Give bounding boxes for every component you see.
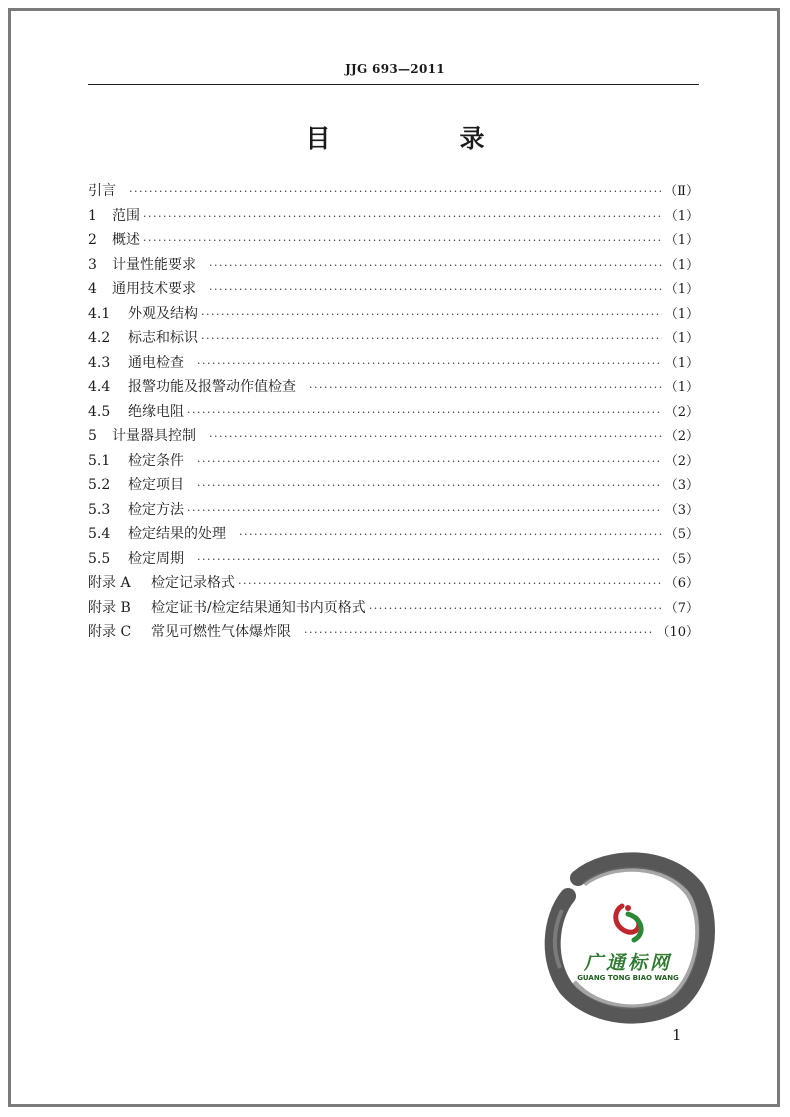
toc-leader-dots [304, 626, 653, 639]
toc-number: 2 [88, 232, 97, 248]
toc-entry[interactable] [88, 278, 699, 303]
toc-number: 4.4 [88, 379, 111, 395]
toc-entry[interactable] [88, 572, 699, 597]
toc-page: （7） [664, 600, 699, 616]
table-of-contents [88, 180, 699, 646]
toc-page: （1） [664, 208, 699, 224]
toc-label: 检定证书/检定结果通知书内页格式 [151, 599, 366, 616]
toc-leader-dots [369, 602, 662, 615]
toc-entry[interactable] [88, 597, 699, 622]
toc-leader-dots [201, 332, 662, 345]
toc-entry[interactable] [88, 254, 699, 279]
toc-page: （1） [664, 331, 699, 346]
toc-number: 3 [88, 256, 97, 273]
toc-number: 附录 B [88, 599, 131, 616]
toc-entry[interactable] [88, 327, 699, 352]
toc-label: 常见可燃性气体爆炸限 [151, 624, 291, 640]
toc-label: 计量器具控制 [112, 428, 196, 444]
toc-leader-dots [187, 406, 662, 419]
toc-label: 标志和标识 [128, 330, 198, 346]
toc-number: 4.2 [88, 330, 111, 346]
toc-label: 引言 [88, 183, 116, 199]
toc-number: 4.5 [88, 403, 111, 420]
toc-leader-dots [197, 553, 662, 566]
toc-label: 计量性能要求 [112, 256, 196, 273]
toc-entry[interactable] [88, 303, 699, 328]
toc-number: 4.1 [88, 305, 111, 322]
toc-page: （1） [664, 306, 699, 322]
toc-page: （2） [664, 453, 699, 469]
toc-label: 检定周期 [128, 550, 184, 567]
toc-page: （Ⅱ） [664, 184, 699, 199]
toc-leader-dots [238, 577, 662, 590]
toc-leader-dots [197, 357, 662, 370]
toc-label: 检定记录格式 [151, 575, 235, 591]
toc-entry[interactable] [88, 205, 699, 230]
toc-leader-dots [209, 283, 662, 296]
toc-leader-dots [197, 455, 662, 468]
toc-page: （5） [664, 551, 699, 567]
toc-number: 4.3 [88, 354, 111, 371]
toc-leader-dots [201, 308, 662, 321]
toc-label: 绝缘电阻 [128, 403, 184, 420]
toc-label: 检定方法 [128, 501, 184, 518]
toc-page: （1） [664, 355, 699, 371]
header-rule [88, 84, 699, 85]
toc-label: 范围 [112, 207, 140, 224]
toc-number: 5.2 [88, 477, 111, 493]
toc-entry[interactable] [88, 474, 699, 499]
toc-page: （1） [664, 257, 699, 273]
toc-label: 通电检查 [128, 354, 184, 371]
toc-entry[interactable] [88, 548, 699, 573]
toc-entry[interactable] [88, 450, 699, 475]
toc-page: （2） [664, 429, 699, 444]
toc-leader-dots [187, 504, 662, 517]
watermark-cn-text: 广通标网 [583, 952, 672, 974]
toc-entry[interactable] [88, 376, 699, 401]
toc-page: （2） [664, 404, 699, 420]
toc-leader-dots [143, 234, 662, 247]
toc-number: 5.3 [88, 501, 111, 518]
toc-page: （3） [664, 502, 699, 518]
toc-leader-dots [309, 381, 662, 394]
toc-entry[interactable] [88, 523, 699, 548]
toc-entry[interactable] [88, 352, 699, 377]
toc-label: 概述 [112, 232, 140, 248]
toc-entry[interactable] [88, 401, 699, 426]
toc-page: （10） [656, 625, 699, 640]
toc-label: 检定结果的处理 [128, 526, 226, 542]
toc-number: 5.4 [88, 526, 111, 542]
toc-label: 检定条件 [128, 452, 184, 469]
toc-page: （1） [664, 282, 699, 297]
toc-entry[interactable] [88, 621, 699, 646]
toc-number: 5 [88, 428, 97, 444]
toc-label: 检定项目 [128, 477, 184, 493]
toc-number: 1 [88, 207, 97, 224]
toc-page: （6） [664, 576, 699, 591]
watermark-en-text: GUANG TONG BIAO WANG [577, 974, 679, 982]
toc-entry[interactable] [88, 229, 699, 254]
toc-number: 附录 C [88, 624, 132, 640]
toc-page: （1） [664, 233, 699, 248]
toc-label: 报警功能及报警动作值检查 [128, 379, 296, 395]
toc-leader-dots [239, 528, 662, 541]
toc-page: （3） [664, 478, 699, 493]
toc-label: 外观及结构 [128, 305, 198, 322]
toc-page: （1） [664, 380, 699, 395]
toc-label: 通用技术要求 [112, 281, 196, 297]
toc-entry[interactable] [88, 180, 699, 205]
toc-entry[interactable] [88, 499, 699, 524]
page-number: 1 [672, 1026, 682, 1044]
watermark-seal [538, 848, 718, 1026]
toc-number: 4 [88, 281, 97, 297]
ink-circle-logo-icon [538, 848, 718, 1026]
toc-leader-dots [209, 259, 662, 272]
page-title: 目 录 [305, 124, 537, 153]
toc-number: 附录 A [88, 575, 131, 591]
toc-page: （5） [664, 527, 699, 542]
toc-leader-dots [143, 210, 662, 223]
toc-entry[interactable] [88, 425, 699, 450]
toc-leader-dots [129, 185, 661, 198]
toc-leader-dots [209, 430, 662, 443]
toc-number: 5.1 [88, 452, 111, 469]
toc-number: 5.5 [88, 550, 111, 567]
standard-code: JJG 693—2011 [345, 62, 445, 76]
toc-leader-dots [197, 479, 662, 492]
